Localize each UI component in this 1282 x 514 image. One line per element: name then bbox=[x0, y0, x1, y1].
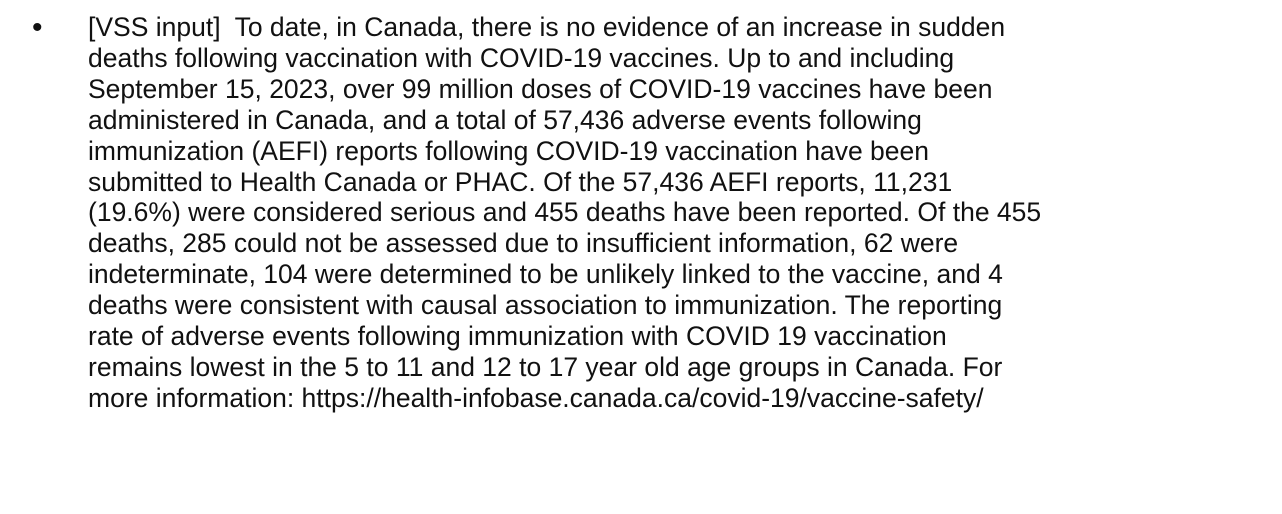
paragraph-line-11: rate of adverse events following immunization with COVID 19 vaccination bbox=[88, 321, 947, 352]
paragraph-line-13: more information: https://health-infobase.canada.ca/covid-19/vaccine-safety/ bbox=[88, 382, 984, 413]
paragraph-line-2: deaths following vaccination with COVID-19 vaccines. Up to and including bbox=[88, 42, 955, 73]
paragraph-line-3: September 15, 2023, over 99 million doses of COVID-19 vaccines have been bbox=[88, 73, 993, 104]
paragraph-line-9: indeterminate, 104 were determined to be unlikely linked to the vaccine, and 4 bbox=[88, 259, 1003, 290]
paragraph-line-12: remains lowest in the 5 to 11 and 12 to 17 year old age groups in Canada. For bbox=[88, 351, 1003, 382]
bullet-icon: • bbox=[32, 11, 43, 44]
paragraph-line-4: administered in Canada, and a total of 57,436 adverse events following bbox=[88, 104, 922, 135]
paragraph-line-5: immunization (AEFI) reports following COVID-19 vaccination have been bbox=[88, 135, 930, 166]
paragraph-line-6: submitted to Health Canada or PHAC. Of the 57,436 AEFI reports, 11,231 bbox=[88, 166, 953, 197]
paragraph-line-10: deaths were consistent with causal association to immunization. The reporting bbox=[88, 290, 1003, 321]
bullet-list-item bbox=[28, 12, 1268, 414]
vss-input-tag: [VSS input] bbox=[88, 12, 221, 42]
paragraph-line-8: deaths, 285 could not be assessed due to insufficient information, 62 were bbox=[88, 228, 959, 259]
paragraph-line-1: [VSS input] To date, in Canada, there is no evidence of an increase in sudden bbox=[88, 12, 1006, 42]
bullet-paragraph bbox=[88, 12, 1268, 414]
paragraph-line-7: (19.6%) were considered serious and 455 deaths have been reported. Of the 455 bbox=[88, 197, 1042, 228]
